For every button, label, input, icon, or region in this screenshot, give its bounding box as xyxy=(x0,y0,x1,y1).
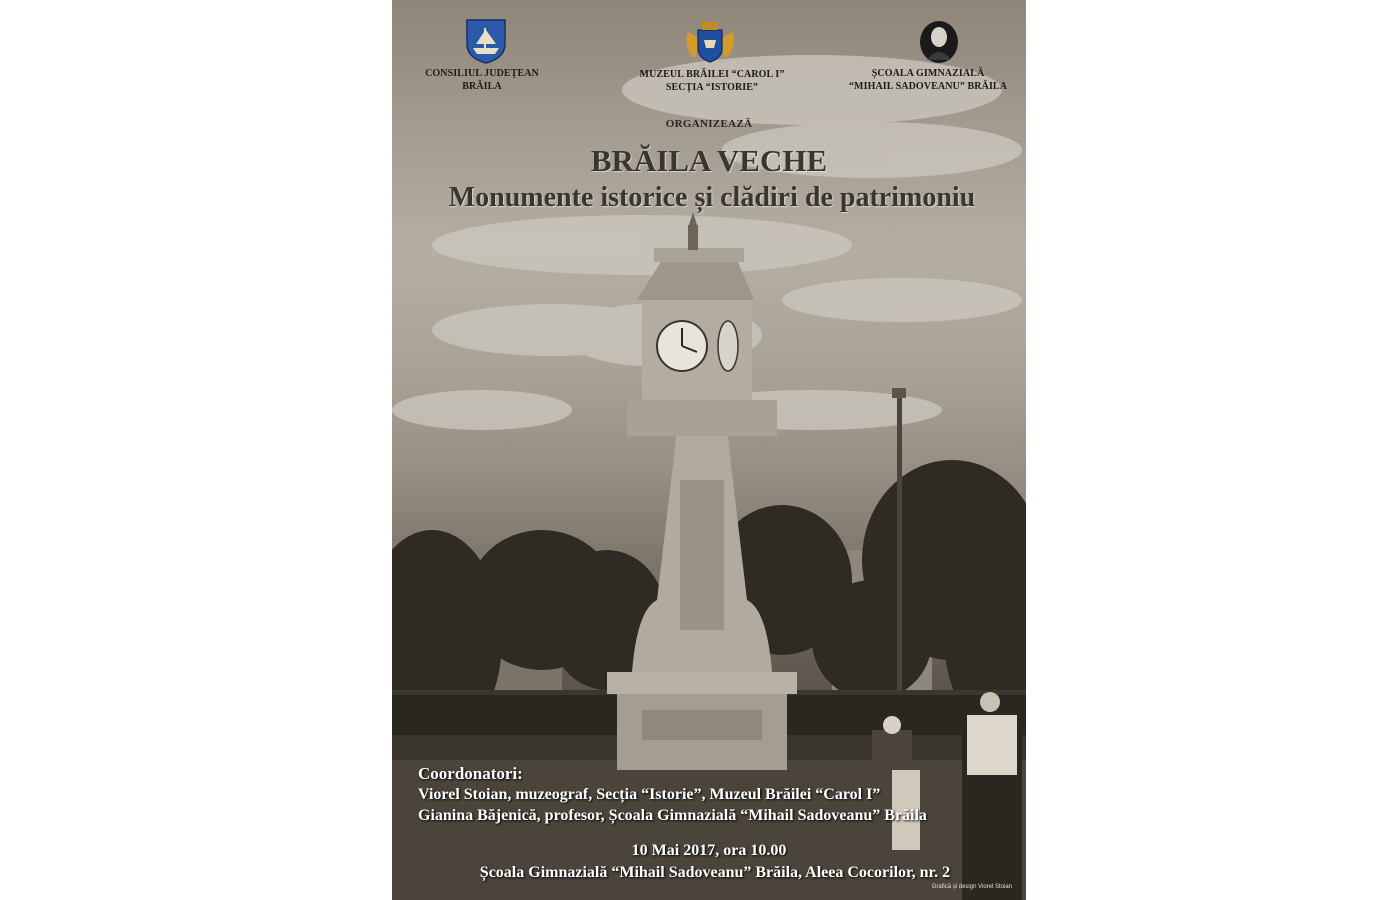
coordinators-heading: Coordonatori: xyxy=(418,764,523,783)
coordinator-2: Gianina Băjenică, profesor, Școala Gimnazială “Mihail Sadoveanu” Brăila xyxy=(418,807,927,824)
poster-subtitle: Monumente istorice și clădiri de patrimoniu xyxy=(448,182,976,213)
organizer-3-line-2: “MIHAIL SADOVEANU” BRĂILA xyxy=(848,81,1008,92)
organizes-label: ORGANIZEAZĂ xyxy=(665,118,753,130)
organizer-1-line-1: CONSILIUL JUDEȚEAN xyxy=(425,68,539,79)
ship-coat-of-arms-icon xyxy=(465,18,507,64)
design-credit: Grafică și design Viorel Stoian xyxy=(931,884,1012,890)
event-poster xyxy=(392,0,1026,900)
event-date-time: 10 Mai 2017, ora 10.00 xyxy=(631,842,787,859)
coordinator-1: Viorel Stoian, muzeograf, Secția “Istorie”, Muzeul Brăilei “Carol I” xyxy=(418,786,881,803)
lions-coat-of-arms-icon xyxy=(684,18,736,64)
organizer-3-line-1: ȘCOALA GIMNAZIALĂ xyxy=(871,68,985,79)
organizer-1-line-2: BRĂILA xyxy=(462,81,502,92)
lamp-post xyxy=(897,395,902,735)
clock-tower xyxy=(607,212,797,770)
poster-title: BRĂILA VECHE xyxy=(590,143,828,178)
portrait-medallion-icon xyxy=(919,20,959,64)
organizer-2-line-2: SECȚIA “ISTORIE” xyxy=(665,82,759,93)
organizer-2-line-1: MUZEUL BRĂILEI “CAROL I” xyxy=(639,69,785,80)
event-location: Școala Gimnazială “Mihail Sadoveanu” Brăila, Aleea Cocorilor, nr. 2 xyxy=(479,864,951,881)
